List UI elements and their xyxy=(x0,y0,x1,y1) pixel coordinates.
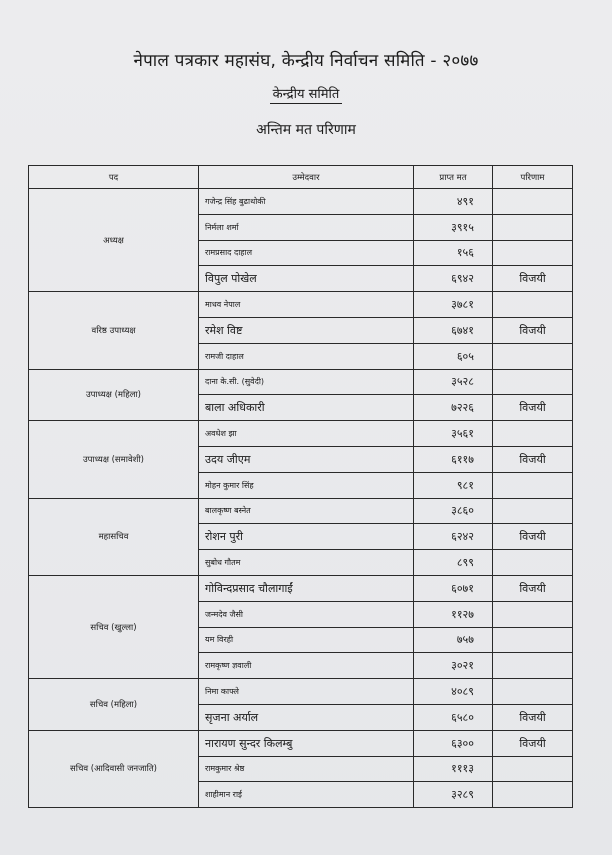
table-row xyxy=(29,498,573,524)
result-cell xyxy=(493,421,573,447)
post-cell: अध्यक्ष xyxy=(29,189,199,292)
result-cell xyxy=(493,653,573,679)
votes-cell: ३७८१ xyxy=(414,292,493,318)
candidate-cell: अवधेश झा xyxy=(199,421,414,447)
result-cell xyxy=(493,627,573,653)
header-post: पद xyxy=(29,166,199,189)
result-cell xyxy=(493,369,573,395)
votes-cell: ६७४१ xyxy=(414,317,493,343)
votes-cell: १५६ xyxy=(414,240,493,266)
table-row xyxy=(29,679,573,705)
votes-cell: ७५७ xyxy=(414,627,493,653)
result-cell xyxy=(493,498,573,524)
result-cell: विजयी xyxy=(493,395,573,421)
candidate-cell: माधव नेपाल xyxy=(199,292,414,318)
table-row xyxy=(29,369,573,395)
candidate-cell: निर्मला शर्मा xyxy=(199,214,414,240)
votes-cell: ६९४२ xyxy=(414,266,493,292)
votes-cell: ३९१५ xyxy=(414,214,493,240)
result-cell: विजयी xyxy=(493,575,573,601)
candidate-cell: रोशन पुरी xyxy=(199,524,414,550)
votes-cell: ६११७ xyxy=(414,446,493,472)
candidate-cell: यम विरही xyxy=(199,627,414,653)
candidate-cell: नारायण सुन्दर किलम्बु xyxy=(199,730,414,756)
votes-cell: ३५६१ xyxy=(414,421,493,447)
votes-cell: ६३०० xyxy=(414,730,493,756)
document-subtitle xyxy=(0,84,612,102)
header-votes: प्राप्त मत xyxy=(414,166,493,189)
result-cell xyxy=(493,601,573,627)
result-cell xyxy=(493,679,573,705)
post-cell: उपाध्यक्ष (महिला) xyxy=(29,369,199,421)
candidate-cell: रमेश विष्ट xyxy=(199,317,414,343)
candidate-cell: बाला अधिकारी xyxy=(199,395,414,421)
post-cell: सचिव (महिला) xyxy=(29,679,199,731)
result-cell xyxy=(493,550,573,576)
votes-cell: ४९१ xyxy=(414,189,493,215)
header-result: परिणाम xyxy=(493,166,573,189)
votes-cell: ७२२६ xyxy=(414,395,493,421)
votes-cell: ४०८९ xyxy=(414,679,493,705)
result-cell xyxy=(493,189,573,215)
candidate-cell: रामकृष्ण ज्ञवाली xyxy=(199,653,414,679)
candidate-cell: रामजी दाहाल xyxy=(199,343,414,369)
result-cell xyxy=(493,756,573,782)
candidate-cell: मोहन कुमार सिंह xyxy=(199,472,414,498)
candidate-cell: बालकृष्ण बस्नेत xyxy=(199,498,414,524)
candidate-cell: गोविन्दप्रसाद चौलागाईं xyxy=(199,575,414,601)
votes-cell: ११२७ xyxy=(414,601,493,627)
result-cell: विजयी xyxy=(493,704,573,730)
candidate-cell: उदय जीएम xyxy=(199,446,414,472)
table-row xyxy=(29,575,573,601)
candidate-cell: सुबोध गौतम xyxy=(199,550,414,576)
votes-cell: ८९९ xyxy=(414,550,493,576)
candidate-cell: रामकुमार श्रेष्ठ xyxy=(199,756,414,782)
table-header-row xyxy=(29,166,573,189)
votes-cell: ३८६० xyxy=(414,498,493,524)
votes-cell: ६५८० xyxy=(414,704,493,730)
votes-cell: ३५२८ xyxy=(414,369,493,395)
post-cell: उपाध्यक्ष (समावेशी) xyxy=(29,421,199,498)
votes-cell: ३२८९ xyxy=(414,782,493,808)
table-row xyxy=(29,421,573,447)
post-cell: सचिव (आदिवासी जनजाति) xyxy=(29,730,199,807)
candidate-cell: दाना के.सी. (सुवेदी) xyxy=(199,369,414,395)
votes-cell: ३०२१ xyxy=(414,653,493,679)
votes-cell: ६०५ xyxy=(414,343,493,369)
post-cell: महासचिव xyxy=(29,498,199,575)
result-cell xyxy=(493,240,573,266)
candidate-cell: सृजना अर्याल xyxy=(199,704,414,730)
table-row xyxy=(29,730,573,756)
candidate-cell: जन्मदेव जैसी xyxy=(199,601,414,627)
results-heading: अन्तिम मत परिणाम xyxy=(256,122,356,138)
votes-cell: ६०७१ xyxy=(414,575,493,601)
header-candidate: उम्मेदवार xyxy=(199,166,414,189)
result-cell xyxy=(493,292,573,318)
result-cell xyxy=(493,472,573,498)
votes-cell: १११३ xyxy=(414,756,493,782)
candidate-cell: विपुल पोखेल xyxy=(199,266,414,292)
result-cell: विजयी xyxy=(493,317,573,343)
post-cell: वरिष्ठ उपाध्यक्ष xyxy=(29,292,199,369)
table-row xyxy=(29,189,573,215)
result-cell xyxy=(493,343,573,369)
candidate-cell: गजेन्द्र सिंह बुढाथोकी xyxy=(199,189,414,215)
votes-cell: ६२४२ xyxy=(414,524,493,550)
result-cell xyxy=(493,782,573,808)
candidate-cell: शाहीमान राई xyxy=(199,782,414,808)
results-table xyxy=(28,165,573,808)
table-row xyxy=(29,292,573,318)
result-cell: विजयी xyxy=(493,266,573,292)
result-cell xyxy=(493,214,573,240)
results-body xyxy=(29,189,573,808)
result-cell: विजयी xyxy=(493,730,573,756)
post-cell: सचिव (खुल्ला) xyxy=(29,575,199,678)
document-title: नेपाल पत्रकार महासंघ, केन्द्रीय निर्वाचन समिति - २०७७ xyxy=(133,51,479,71)
subtitle-text: केन्द्रीय समिति xyxy=(270,87,343,104)
result-cell: विजयी xyxy=(493,524,573,550)
candidate-cell: रामप्रसाद दाहाल xyxy=(199,240,414,266)
votes-cell: ९८१ xyxy=(414,472,493,498)
result-cell: विजयी xyxy=(493,446,573,472)
candidate-cell: निमा काफ्ले xyxy=(199,679,414,705)
